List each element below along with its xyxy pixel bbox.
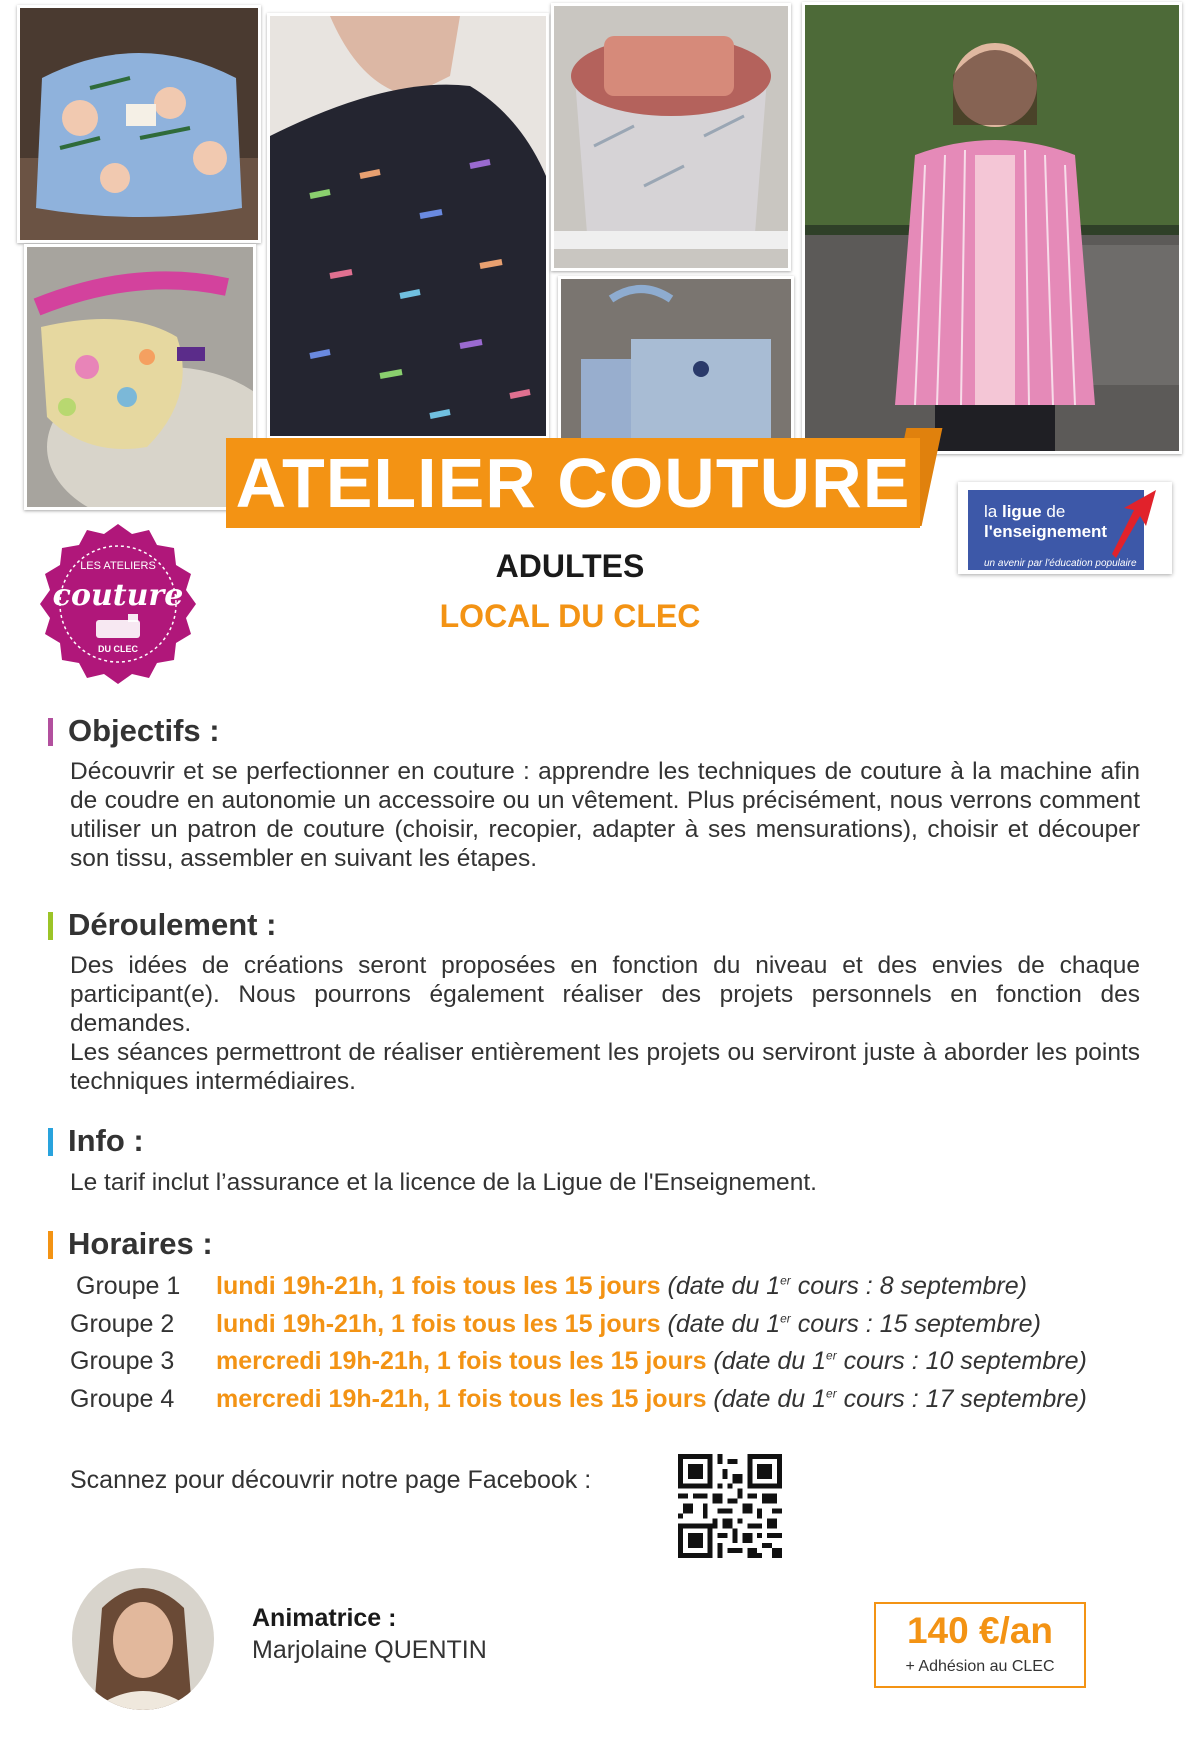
schedule-date-suffix: cours : 15 septembre): [790, 1310, 1041, 1338]
schedule-time: mercredi 19h-21h, 1 fois tous les 15 jours: [216, 1347, 707, 1375]
schedule-row: [70, 1385, 1087, 1421]
ligue-logo-la: la: [984, 502, 1002, 521]
deroulement-bar: [48, 912, 53, 940]
deroulement-text-1: Des idées de créations seront proposées en fonction du niveau et des envies de chaque participant(e). Nous pourrons également réaliser des projets personnels en fonction des demandes.: [70, 952, 1140, 1037]
schedule-group: Groupe 1: [76, 1272, 181, 1300]
ligue-logo-line1: [984, 502, 1065, 522]
schedule-group: Groupe 4: [70, 1385, 175, 1413]
price-note: + Adhésion au CLEC: [905, 1658, 1055, 1675]
badge-line1: LES ATELIERS: [80, 560, 156, 572]
animatrice-photo: [72, 1568, 214, 1710]
badge-line2: couture: [52, 578, 184, 613]
photo-fabric-basket: [551, 3, 791, 271]
schedule-date: [668, 1272, 1027, 1300]
animatrice-name: Marjolaine QUENTIN: [252, 1636, 487, 1664]
photo-tote-bag: [558, 276, 794, 442]
facebook-qr-text: Scannez pour découvrir notre page Facebook :: [70, 1466, 592, 1494]
animatrice-label: Animatrice :: [252, 1604, 397, 1632]
ligue-logo-ligue: ligue: [1001, 502, 1042, 521]
schedule-date-prefix: (date du 1: [667, 1310, 781, 1338]
deroulement-heading: Déroulement :: [68, 907, 277, 942]
schedule-date: [713, 1385, 1086, 1413]
objectifs-text: Découvrir et se perfectionner en couture : apprendre les techniques de couture à la machine afin de coudre en autonomie un accessoire ou un vêtement. Plus précisément, nous verrons comment utiliser un patron de couture (choisir, recopier, adapter à ses mensurations), choisir et découper son tissu, assembler en suivant les étapes.: [70, 758, 1140, 872]
schedule-date-sup: er: [780, 1273, 791, 1288]
schedule-date-suffix: cours : 17 septembre): [836, 1385, 1087, 1413]
schedule-group: Groupe 2: [70, 1310, 175, 1338]
schedule-time: lundi 19h-21h, 1 fois tous les 15 jours: [216, 1310, 661, 1338]
deroulement-text-2: Les séances permettront de réaliser entièrement les projets ou serviront juste à aborder les points techniques intermédiaires.: [70, 1039, 1140, 1095]
qr-code-icon[interactable]: [678, 1454, 782, 1558]
photo-pouch: [17, 5, 261, 243]
schedule-time: lundi 19h-21h, 1 fois tous les 15 jours: [216, 1272, 661, 1300]
schedule-date: [713, 1347, 1086, 1375]
info-bar: [48, 1128, 53, 1156]
schedule-group: Groupe 3: [70, 1347, 175, 1375]
schedule-date-prefix: (date du 1: [713, 1385, 827, 1413]
qr-code-graphic: [678, 1454, 782, 1558]
schedule-row: [70, 1347, 1087, 1383]
schedule-date-sup: er: [826, 1386, 837, 1401]
schedule-time: mercredi 19h-21h, 1 fois tous les 15 jours: [216, 1385, 707, 1413]
info-heading: Info :: [68, 1123, 144, 1158]
schedule-date-suffix: cours : 8 septembre): [790, 1272, 1027, 1300]
animatrice-avatar: [72, 1568, 214, 1710]
horaires-heading: Horaires :: [68, 1226, 213, 1261]
subtitle-location: LOCAL DU CLEC: [439, 598, 701, 634]
ligue-arrow-icon: [1106, 486, 1164, 566]
subtitle-audience: ADULTES: [495, 548, 645, 584]
schedule-row: [70, 1310, 1041, 1346]
photo-belt-bag: [24, 244, 256, 510]
ligue-logo-line2: l'enseignement: [984, 522, 1108, 541]
schedule-row: [70, 1272, 1027, 1308]
info-text: Le tarif inclut l’assurance et la licence de la Ligue de l'Enseignement.: [70, 1169, 817, 1196]
schedule-date-suffix: cours : 10 septembre): [836, 1347, 1087, 1375]
price-amount: 140 €/an: [906, 1610, 1054, 1651]
schedule-date-prefix: (date du 1: [713, 1347, 827, 1375]
ligue-logo-tagline: un avenir par l'éducation populaire: [984, 558, 1137, 569]
ligue-logo-de: de: [1041, 502, 1066, 521]
objectifs-heading: Objectifs :: [68, 713, 220, 748]
ateliers-couture-badge: [36, 520, 200, 684]
badge-line3: DU CLEC: [98, 644, 138, 654]
schedule-date-prefix: (date du 1: [667, 1272, 781, 1300]
horaires-bar: [48, 1231, 53, 1259]
objectifs-bar: [48, 718, 53, 746]
photo-dress-sleeve: [267, 13, 549, 439]
page-title: ATELIER COUTURE: [226, 438, 920, 528]
schedule-date-sup: er: [780, 1311, 791, 1326]
ligue-enseignement-logo: [958, 482, 1172, 574]
photo-woman-shirt: [802, 2, 1182, 454]
schedule-date: [668, 1310, 1041, 1338]
price-box: [874, 1602, 1086, 1688]
schedule-date-sup: er: [826, 1348, 837, 1363]
